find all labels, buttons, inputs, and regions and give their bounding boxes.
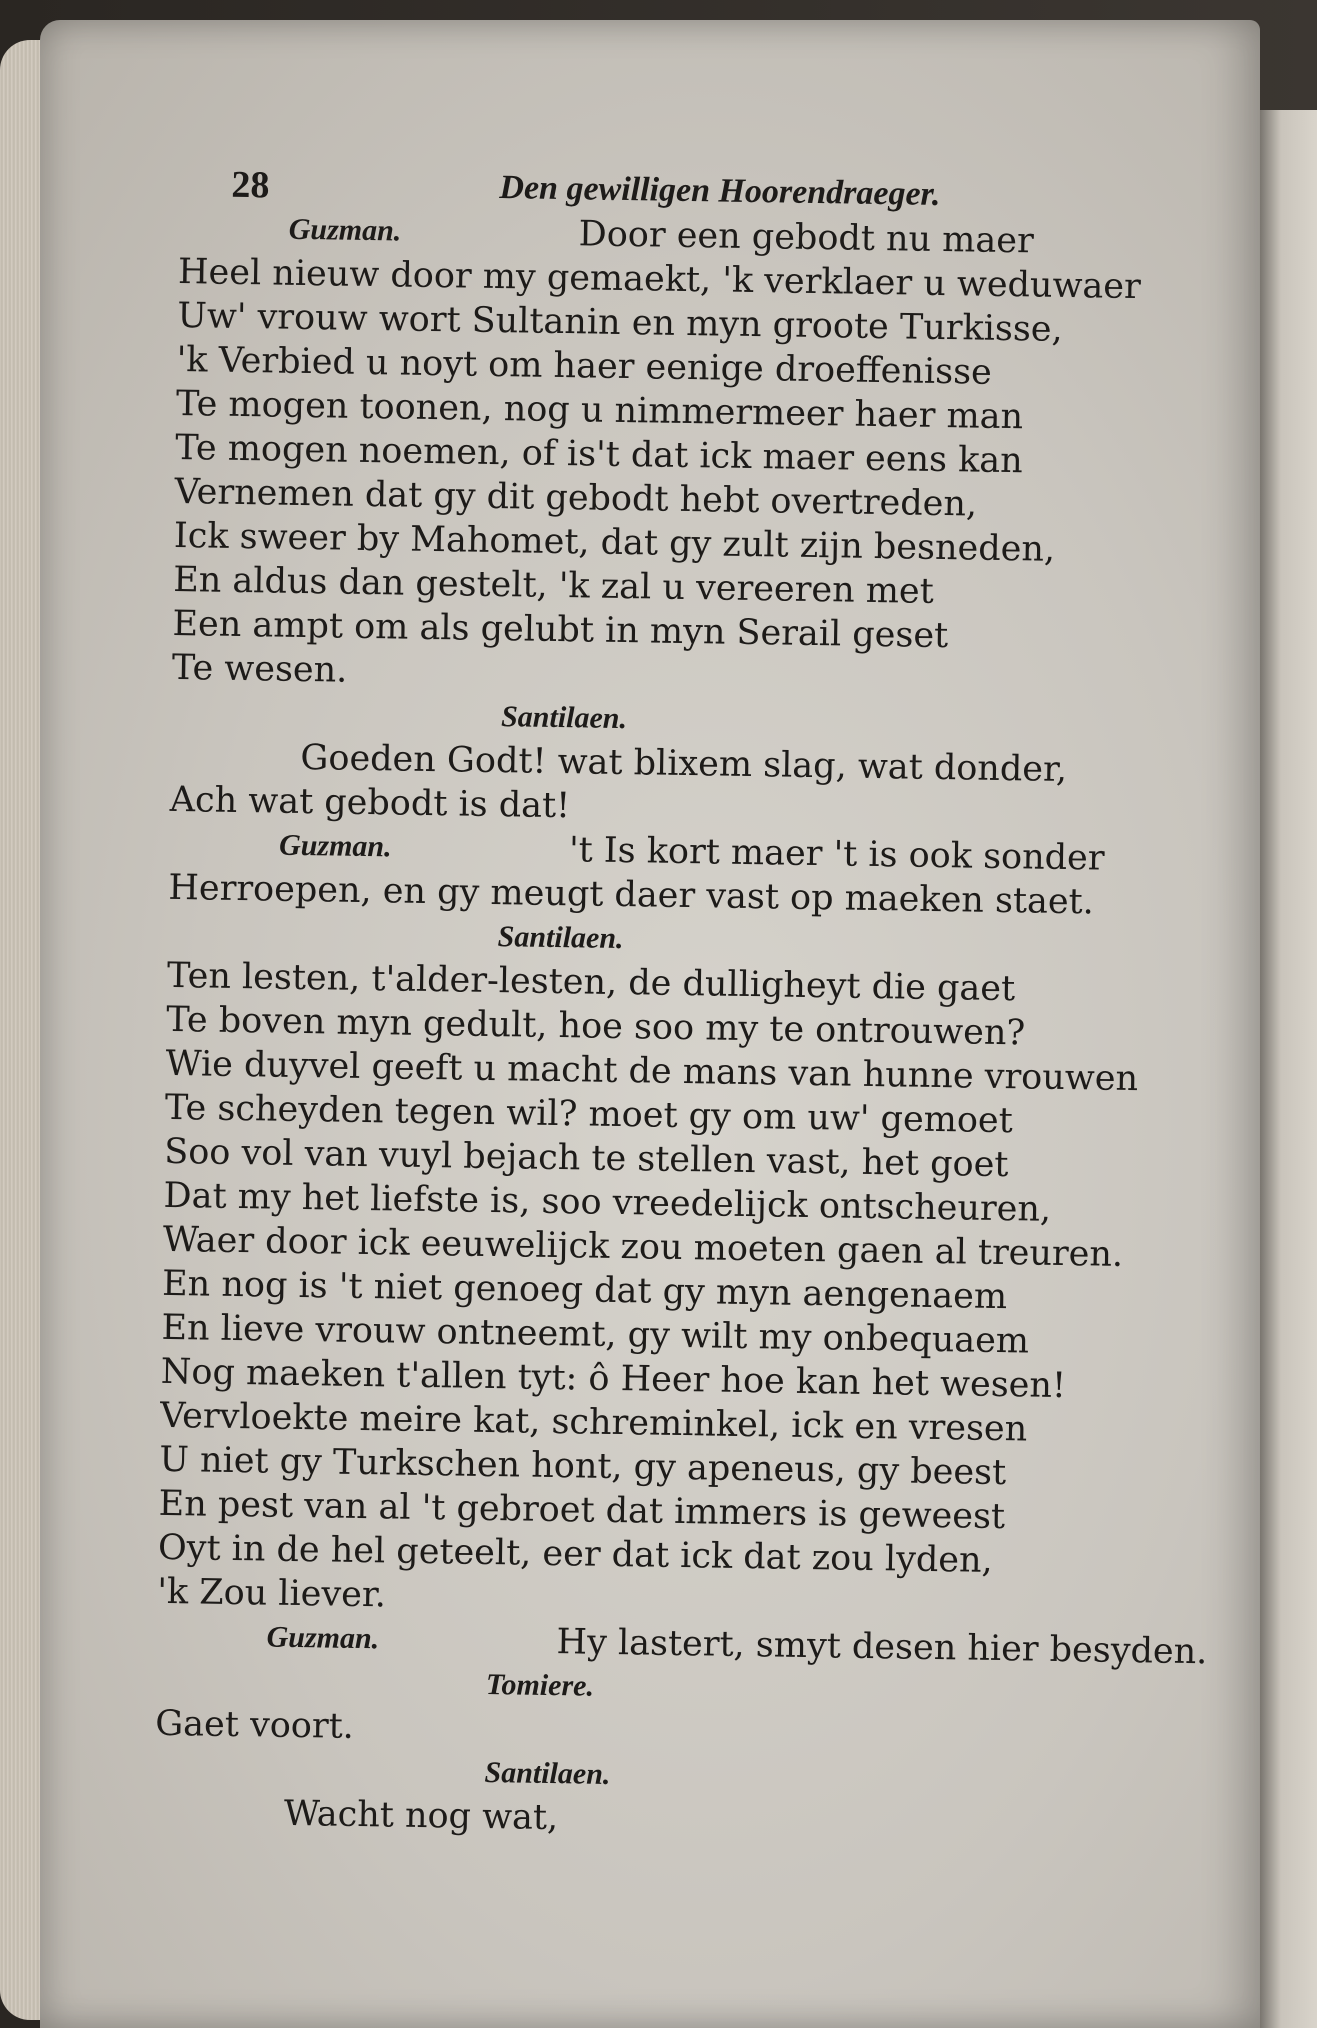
speaker-name: Santilaen. (500, 700, 628, 736)
verse-text: Ach wat gebodt is dat! (169, 779, 571, 827)
verse-text: Vernemen dat gy dit gebodt hebt overtreden, (174, 471, 978, 525)
verse-text: Door een gebodt nu maer (578, 214, 1035, 262)
speaker-name: Santilaen. (484, 1755, 611, 1791)
speaker-name: Tomiere. (485, 1667, 595, 1703)
verse-text: Uw' vrouw wort Sultanin en myn groote Turkisse, (177, 295, 1063, 350)
verse-text: Waer door ick eeuwelijck zou moeten gaen al treuren. (162, 1219, 1124, 1275)
verse-text: Goeden Godt! wat blixem slag, wat donder, (300, 737, 1068, 791)
verse-text: 'k Zou liever. (157, 1571, 387, 1616)
speaker-name: Guzman. (266, 1620, 380, 1656)
verse-text: Nog maeken t'allen tyt: ô Heer hoe kan het wesen! (160, 1351, 1067, 1407)
verse-text: Heel nieuw door my gemaekt, 'k verklaer u weduwaer (177, 251, 1142, 308)
verse-text: En lieve vrouw ontneemt, gy wilt my onbequaem (161, 1307, 1030, 1362)
verse-text: Wacht nog wat, (283, 1793, 559, 1839)
verse-text: Soo vol van vuyl bejach te stellen vast, het goet (163, 1131, 1009, 1186)
verse-text: Herroepen, en gy meugt daer vast op maeken staet. (168, 867, 1095, 923)
verse-text: U niet gy Turkschen hont, gy apeneus, gy beest (159, 1439, 1007, 1494)
running-head: Den gewilligen Hoorendraeger. (499, 169, 941, 213)
verse-text: Te wesen. (171, 647, 348, 691)
verse-text: 't Is kort maer 't is ook sonder (568, 830, 1105, 879)
verse-text: Wie duyvel geeft u macht de mans van hunne vrouwen (165, 1043, 1139, 1100)
verse-text: Ten lesten, t'alder-lesten, de dulligheyt die gaet (166, 955, 1016, 1010)
verse-text: Te mogen toonen, nog u nimmermeer haer man (175, 383, 1024, 438)
text-block (154, 150, 1260, 1851)
verse-text: Vervloekte meire kat, schreminkel, ick en vresen (159, 1395, 1028, 1450)
verse-lines (154, 206, 1259, 1851)
verse-text: Ick sweer by Mahomet, dat gy zult zijn besneden, (173, 515, 1056, 570)
verse-text: Gaet voort. (154, 1703, 355, 1747)
verse-text: En aldus dan gestelt, 'k zal u vereeren met (172, 559, 935, 612)
speaker-name: Santilaen. (497, 920, 624, 956)
verse-text: Een ampt om als gelubt in myn Serail geset (172, 603, 949, 657)
verse-text: En nog is 't niet genoeg dat gy myn aengenaem (161, 1263, 1008, 1318)
facing-page-edge (1257, 110, 1317, 2028)
page-number: 28 (231, 163, 270, 207)
verse-text: Te mogen noemen, of is't dat ick maer eens kan (175, 427, 1024, 482)
verse-text: 'k Verbied u noyt om haer eenige droeffenisse (176, 339, 993, 393)
speaker-name: Guzman. (288, 212, 402, 248)
verse-text: Hy lastert, smyt desen hier besyden. (556, 1622, 1208, 1673)
verse-text: Oyt in de hel geteelt, eer dat ick dat zou lyden, (157, 1527, 993, 1581)
verse-text: Te scheyden tegen wil? moet gy om uw' gemoet (164, 1087, 1014, 1142)
verse-text: Te boven myn gedult, hoe soo my te ontrouwen? (166, 999, 1026, 1054)
verse-text: Dat my het liefste is, soo vreedelijck ontscheuren, (163, 1175, 1052, 1230)
verse-text: En pest van al 't gebroet dat immers is geweest (158, 1483, 1006, 1538)
speaker-name: Guzman. (278, 828, 392, 864)
